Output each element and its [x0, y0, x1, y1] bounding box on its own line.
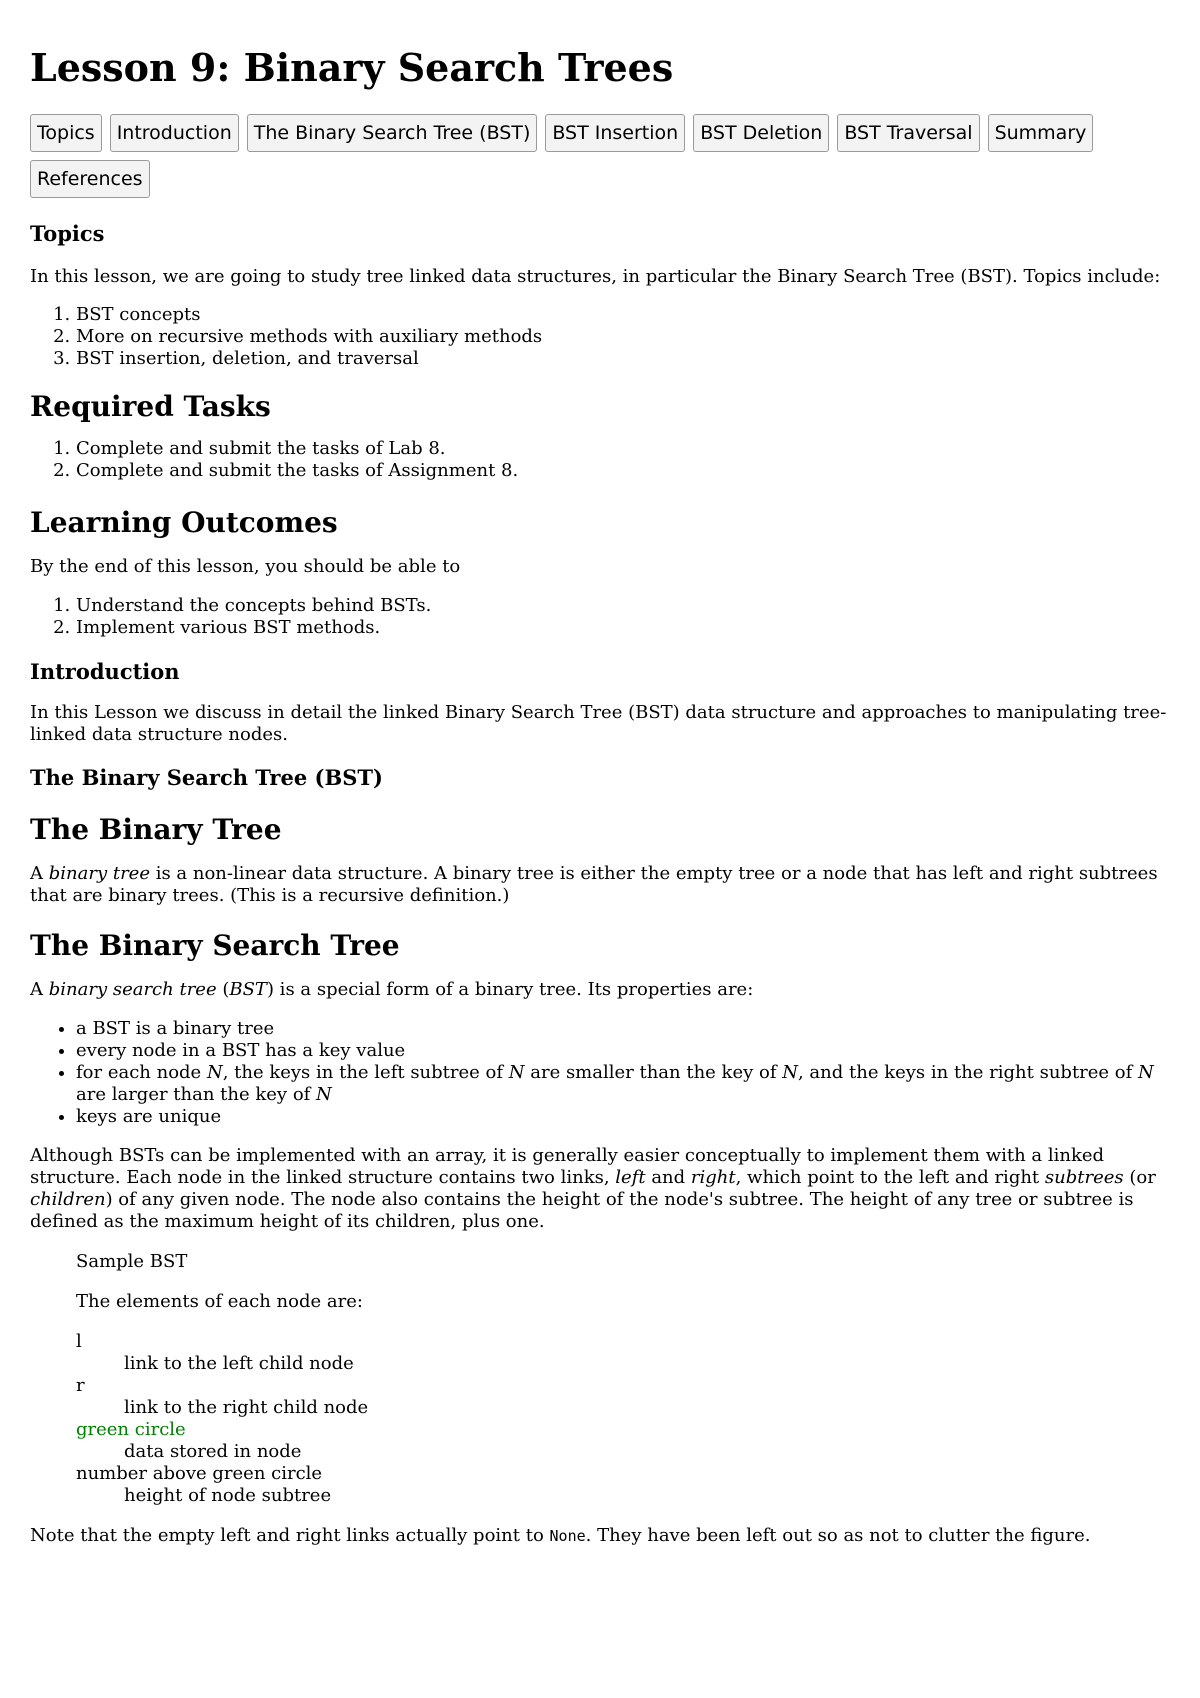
binary-tree-text: A binary tree is a non-linear data structure. A binary tree is either the empty tree or a node that has left and right subtrees that are binary trees. (This is a recursive definition.) — [30, 863, 1158, 906]
bst-text: A binary search tree (BST) is a special form of a binary tree. Its properties are: — [30, 979, 754, 1000]
page-title: Lesson 9: Binary Search Trees — [30, 45, 674, 90]
list-item: 3. BST insertion, deletion, and traversal — [76, 348, 1170, 370]
desc-r: link to the right child node — [124, 1397, 369, 1418]
introduction-heading: Introduction — [30, 659, 180, 684]
introduction-text: In this Lesson we discuss in detail the linked Binary Search Tree (BST) data structure and approaches to manipulating tree-linked data structure nodes. — [30, 702, 1167, 745]
implementation-text: Although BSTs can be implemented with an array, it is generally easier conceptually to implement them with a linked structure. Each node in the linked structure contains two links, left and right, which point to the left and right subtrees (or children) of any given node. The node also contains the height of the node's subtree. The height of any tree or subtree is defined as the maximum height of its children, plus one. — [30, 1145, 1156, 1232]
tab-bst[interactable]: The Binary Search Tree (BST) — [247, 114, 538, 152]
figure-elements-intro: The elements of each node are: — [76, 1291, 363, 1312]
note-text: Note that the empty left and right links actually point to None. They have been left out so as not to clutter the figure. — [30, 1525, 1091, 1546]
tab-introduction[interactable]: Introduction — [110, 114, 239, 152]
list-item: 2. More on recursive methods with auxiliary methods — [76, 326, 1170, 348]
bst-section-heading: The Binary Search Tree (BST) — [30, 765, 383, 790]
term-green-circle: green circle — [76, 1419, 186, 1440]
desc-l: link to the left child node — [124, 1353, 354, 1374]
topics-intro: In this lesson, we are going to study tree linked data structures, in particular the Binary Search Tree (BST). Topics include: — [30, 266, 1161, 287]
list-item: • keys are unique — [76, 1106, 1170, 1128]
required-tasks-list — [30, 438, 1170, 482]
sample-bst-figure — [30, 1251, 1170, 1507]
list-item: • for each node N, the keys in the left subtree of N are smaller than the key of N, and the keys in the right subtree of N are larger than the key of N — [76, 1062, 1170, 1106]
bst-heading: The Binary Search Tree — [30, 929, 400, 962]
required-tasks-heading: Required Tasks — [30, 390, 271, 423]
learning-outcomes-heading: Learning Outcomes — [30, 506, 338, 539]
list-item: 1. Understand the concepts behind BSTs. — [76, 595, 1170, 617]
node-elements-list — [76, 1331, 1170, 1507]
topics-heading: Topics — [30, 221, 105, 246]
topics-list — [30, 304, 1170, 370]
outcomes-intro: By the end of this lesson, you should be able to — [30, 556, 461, 577]
tab-references[interactable]: References — [30, 160, 150, 198]
none-code: None — [549, 1527, 586, 1545]
tab-bst-deletion[interactable]: BST Deletion — [693, 114, 829, 152]
term-r: r — [76, 1375, 85, 1396]
binary-tree-heading: The Binary Tree — [30, 813, 282, 846]
desc-number-above: height of node subtree — [124, 1485, 332, 1506]
list-item: • a BST is a binary tree — [76, 1018, 1170, 1040]
tab-bst-traversal[interactable]: BST Traversal — [837, 114, 979, 152]
desc-green-circle: data stored in node — [124, 1441, 302, 1462]
tab-bst-insertion[interactable]: BST Insertion — [545, 114, 685, 152]
list-item: 1. BST concepts — [76, 304, 1170, 326]
figure-caption: Sample BST — [76, 1251, 188, 1272]
term-l: l — [76, 1331, 82, 1352]
tab-topics[interactable]: Topics — [30, 114, 102, 152]
list-item: 1. Complete and submit the tasks of Lab 8. — [76, 438, 1170, 460]
tab-summary[interactable]: Summary — [988, 114, 1094, 152]
tab-bar — [30, 114, 1180, 198]
outcomes-list — [30, 595, 1170, 639]
list-item: 2. Complete and submit the tasks of Assignment 8. — [76, 460, 1170, 482]
list-item: 2. Implement various BST methods. — [76, 617, 1170, 639]
bst-properties-list — [30, 1018, 1170, 1128]
term-number-above: number above green circle — [76, 1463, 323, 1484]
list-item: • every node in a BST has a key value — [76, 1040, 1170, 1062]
